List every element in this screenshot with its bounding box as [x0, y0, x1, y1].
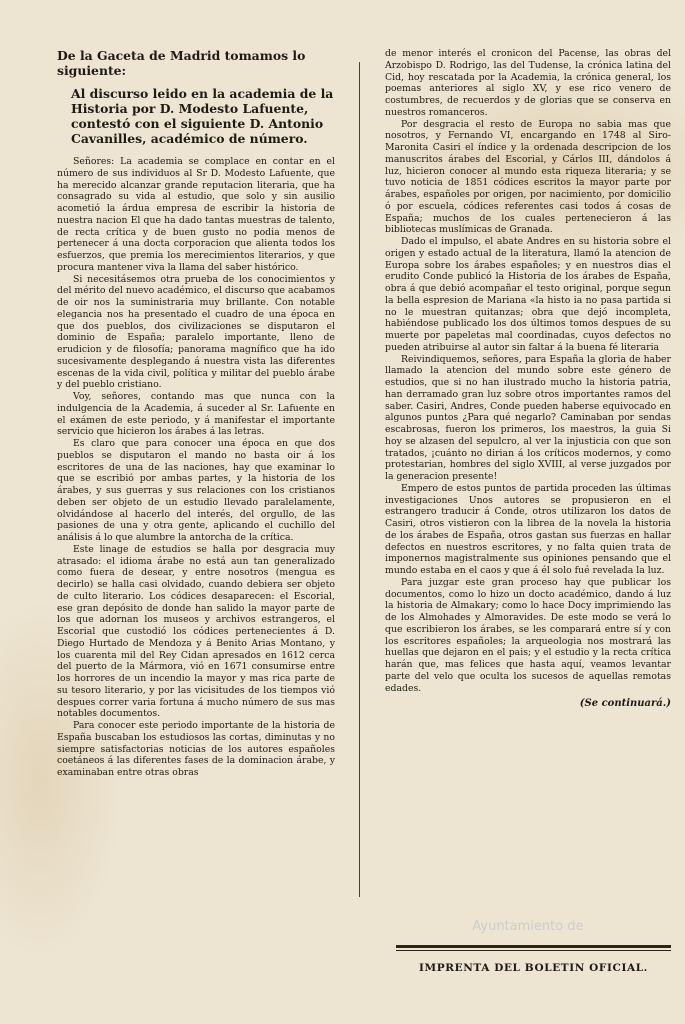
continued-note: (Se continuará.): [579, 698, 671, 710]
paragraph: Este linage de estudios se halla por desgracia muy atrasado: el idioma árabe no está aun tan generalizado como fuera de desear, y entre nosotros (mengua es decirlo) se halla casi olvidado, cuando debiera ser objeto de culto literario. Los códices desaparecen: el Escorial, ese gran depósito de donde han salido la mayor parte de los que adornan los museos y archivos estrangeros, el Escorial que custodió los códices pertenecientes á D. Diego Hurtado de Mendoza y á Benito Arias Montano, y los cuarenta mil del Rey Cidan apresados en 1612 cerca del puerto de la Mármora, vió en 1671 consumirse entre los horrores de un incendio la mayor y mas rica parte de su tesoro literario, y por las vicisitudes de los tiempos vió despues correr varia fortuna á mucho número de sus mas notables documentos.: [57, 543, 335, 720]
article-heading: De la Gaceta de Madrid tomamos lo siguiente:: [57, 48, 306, 78]
column-divider: [359, 62, 360, 897]
paragraph: Reivindiquemos, señores, para España la gloria de haber llamado la atencion del mundo sobre este género de estudios, que si no han ilustrado mucho la historia patria, han derramado gran luz sobre otros importantes ramos del saber. Casiri, Andres, Conde pueden haberse equivocado en algunos puntos ¿Para qué negarlo? Caminaban por sendas escabrosas, fueron los primeros, los maestros, la guia Si hoy se alzasen del sepulcro, al ver la injusticia con que son tratados, ¡cuánto no dirian á los críticos modernos, y como protestarian, hombres del siglo XVIII, al verse juzgados por la generacion presente!: [385, 353, 671, 482]
footer-rule-thick: [396, 945, 671, 948]
printer-imprint: IMPRENTA DEL BOLETIN OFICIAL.: [419, 962, 648, 974]
paragraph: Señores: La academia se complace en contar en el número de sus individuos al Sr D. Modesto Lafuente, que ha merecido alcanzar grande reputacion literaria, que ha consagrado su vida al estudio, que solo y sin ausilio acometió la árdua empresa de escribir la historia de nuestra nacion El que ha dado tantas muestras de talento, de recta crítica y de buen gusto no podia menos de pertenecer á una docta corporacion que alienta todos los esfuerzos, que premia los merecimientos literarios, y que procura mantener viva la llama del saber histórico.: [57, 156, 335, 273]
paragraph: Dado el impulso, el abate Andres en su historia sobre el origen y estado actual de la literatura, llamó la atencion de Europa sobre los árabes españoles; y en nuestros dias el erudito Conde publicó la Historia de los árabes de España, obra á que debió acompañar el testo original, porque segun la bella espresion de Mariana «la histo ia no pasa partida si no le muestran quitanzas; obra que dejó incompleta, habiéndose publicado los dos últimos tomos despues de su muerte por papeletas mal coordinadas, cuyos defectos no pueden atribuirse al autor sin faltar á la buena fé literaria: [385, 236, 671, 353]
paragraph: de menor interés el cronicon del Pacense, las obras del Arzobispo D. Rodrigo, las del Tudense, la crónica latina del Cid, hoy rescatada por la Academia, la crónica general, los poemas anteriores al siglo XV, y ese rico venero de costumbres, de recuerdos y de glorias que se conserva en nuestros romanceros.: [385, 48, 671, 118]
paragraph: Por desgracia el resto de Europa no sabia mas que nosotros, y Fernando VI, encargando en 1748 al Siro-Maronita Casiri el índice y la ordenada descripcion de los manuscritos árabes del Escorial, y Cárlos III, dándolos á luz, hicieron conocer al mundo esta riqueza literaria; y se tuvo noticia de 1851 códices escritos la mayor parte por árabes, españoles por origen, por nacimiento, por domicilio ó por escuela, códices referentes casi todos á cosas de España; muchos de los cuales pertenecieron á las bibliotecas muslímicas de Granada.: [385, 118, 671, 236]
left-column: [57, 48, 335, 779]
right-column: [385, 48, 671, 710]
paragraph: Es claro que para conocer una época en que dos pueblos se disputaron el mando no basta oir á los escritores de una de las naciones, hay que examinar lo que se escribió por ambas partes, y la historia de los árabes, y sus guerras y sus relaciones con los cristianos deben ser objeto de un estudio llevado paralelamente, olvidándose al hacerlo del interés, del orgullo, de las pasiones de una y otra gente, aplicando el cuchillo del análisis á lo que alumbre la antorcha de la crítica.: [57, 438, 335, 543]
article-subheading: Al discurso leido en la academia de la Historia por D. Modesto Lafuente, contestó con el siguiente D. Antonio Cavanilles, académico de número.: [71, 86, 334, 146]
paragraph: Voy, señores, contando mas que nunca con la indulgencia de la Academia, á suceder al Sr. Lafuente en el exámen de este periodo, y á manifestar el importante servicio que hicieron los árabes á las letras.: [57, 391, 335, 438]
paragraph: Para juzgar este gran proceso hay que publicar los documentos, como lo hizo un docto académico, dando á luz la historia de Almakary; como lo hace Docy imprimiendo las de los Almohades y Almoravides. De este modo se verá lo que escribieron los árabes, se les comparará entre sí y con los escritores españoles; la arqueologia nos mostrará las huellas que dejaron en el pais; y el estudio y la recta crítica harán que, mas felices que hasta aquí, veamos levantar parte del velo que oculta los sucesos de aquellas remotas edades.: [385, 576, 671, 694]
archive-watermark: Ayuntamiento de: [472, 919, 584, 934]
paragraph: Para conocer este periodo importante de la historia de España buscaban los estudiosos las cortas, diminutas y no siempre satisfactorias noticias de los autores españoles coetáneos á las diferentes fases de la dominacion árabe, y examinaban entre otras obras: [57, 720, 335, 778]
paragraph: Empero de estos puntos de partida proceden las últimas investigaciones Unos autores se propusieron en el estrangero traducir á Conde, otros utilizaron los datos de Casiri, otros vistieron con la librea de la novela la historia de los árabes de España, otros gastan sus fuerzas en hallar defectos en nuestros escritores, y no falta quien trata de imponernos magistralmente sus opiniones pensando que el mundo estaba en el caos y que á él solo fué revelada la luz.: [385, 482, 671, 576]
paragraph: Si necesitásemos otra prueba de los conocimientos y del mérito del nuevo académico, el discurso que acabamos de oir nos la suministraria muy brillante. Con notable elegancia nos ha presentado el cuadro de una época en que dos pueblos, dos civilizaciones se disputaron el dominio de España; paralelo importante, lleno de erudicion y de filosofía; panorama magnífico que ha ido sucesivamente desplegando á nuestra vista las diferentes escenas de la vida civil, política y militar del pueblo árabe y del pueblo cristiano.: [57, 273, 335, 391]
footer-rule-thin: [396, 950, 671, 951]
